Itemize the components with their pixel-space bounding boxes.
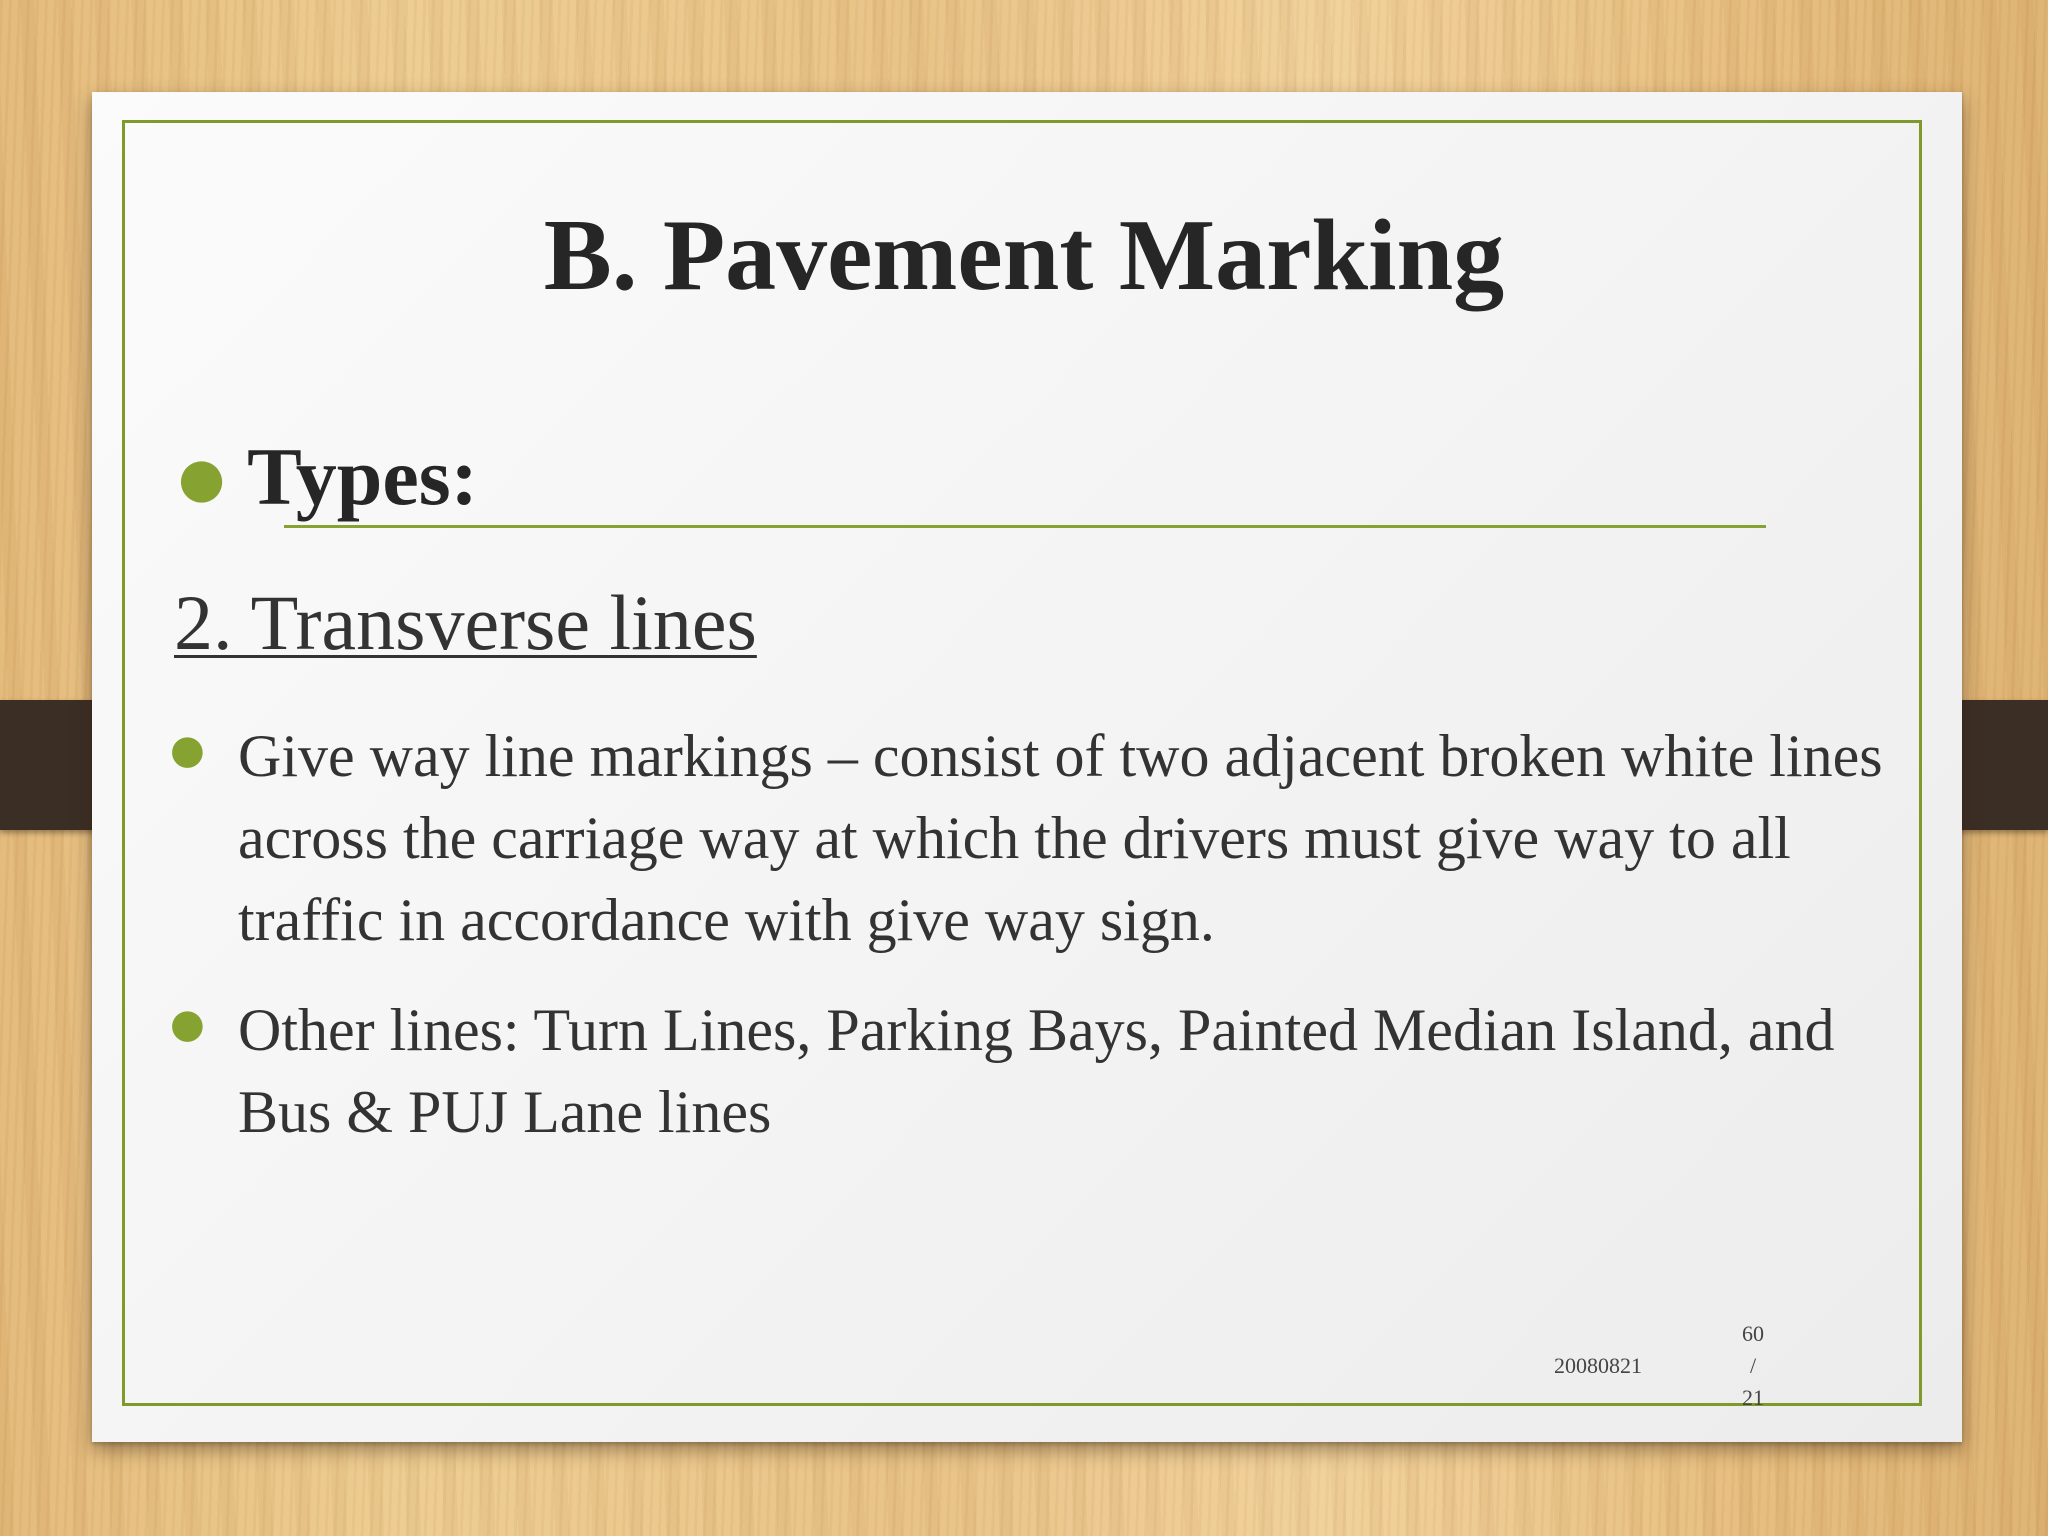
page-total: 21 [1742, 1385, 1764, 1410]
list-item [170, 989, 1910, 1153]
footer-date: 20080821 [1554, 1353, 1642, 1378]
page-current: 60 [1742, 1321, 1764, 1346]
bullet-dot-icon: ● [170, 1001, 205, 1047]
bullet-dot-icon: ● [170, 727, 205, 773]
bullet-list [170, 715, 1910, 1181]
bullet-text: Other lines: Turn Lines, Parking Bays, Painted Median Island, and Bus & PUJ Lane lines [238, 997, 1835, 1145]
list-item [170, 715, 1910, 961]
slide-title: B. Pavement Marking [543, 199, 1505, 312]
bullet-text: Give way line markings – consist of two adjacent broken white lines across the carriage way at which the drivers must give way to all traffic in accordance with give way sign. [238, 723, 1883, 953]
section-subheading: 2. Transverse lines [174, 579, 757, 666]
page-number [1730, 1318, 1776, 1414]
types-underline-rule [284, 525, 1766, 528]
types-heading: Types: [247, 431, 478, 522]
types-heading-row [178, 430, 478, 524]
bullet-dot-icon: ● [178, 445, 226, 509]
page-separator: / [1749, 1353, 1757, 1378]
